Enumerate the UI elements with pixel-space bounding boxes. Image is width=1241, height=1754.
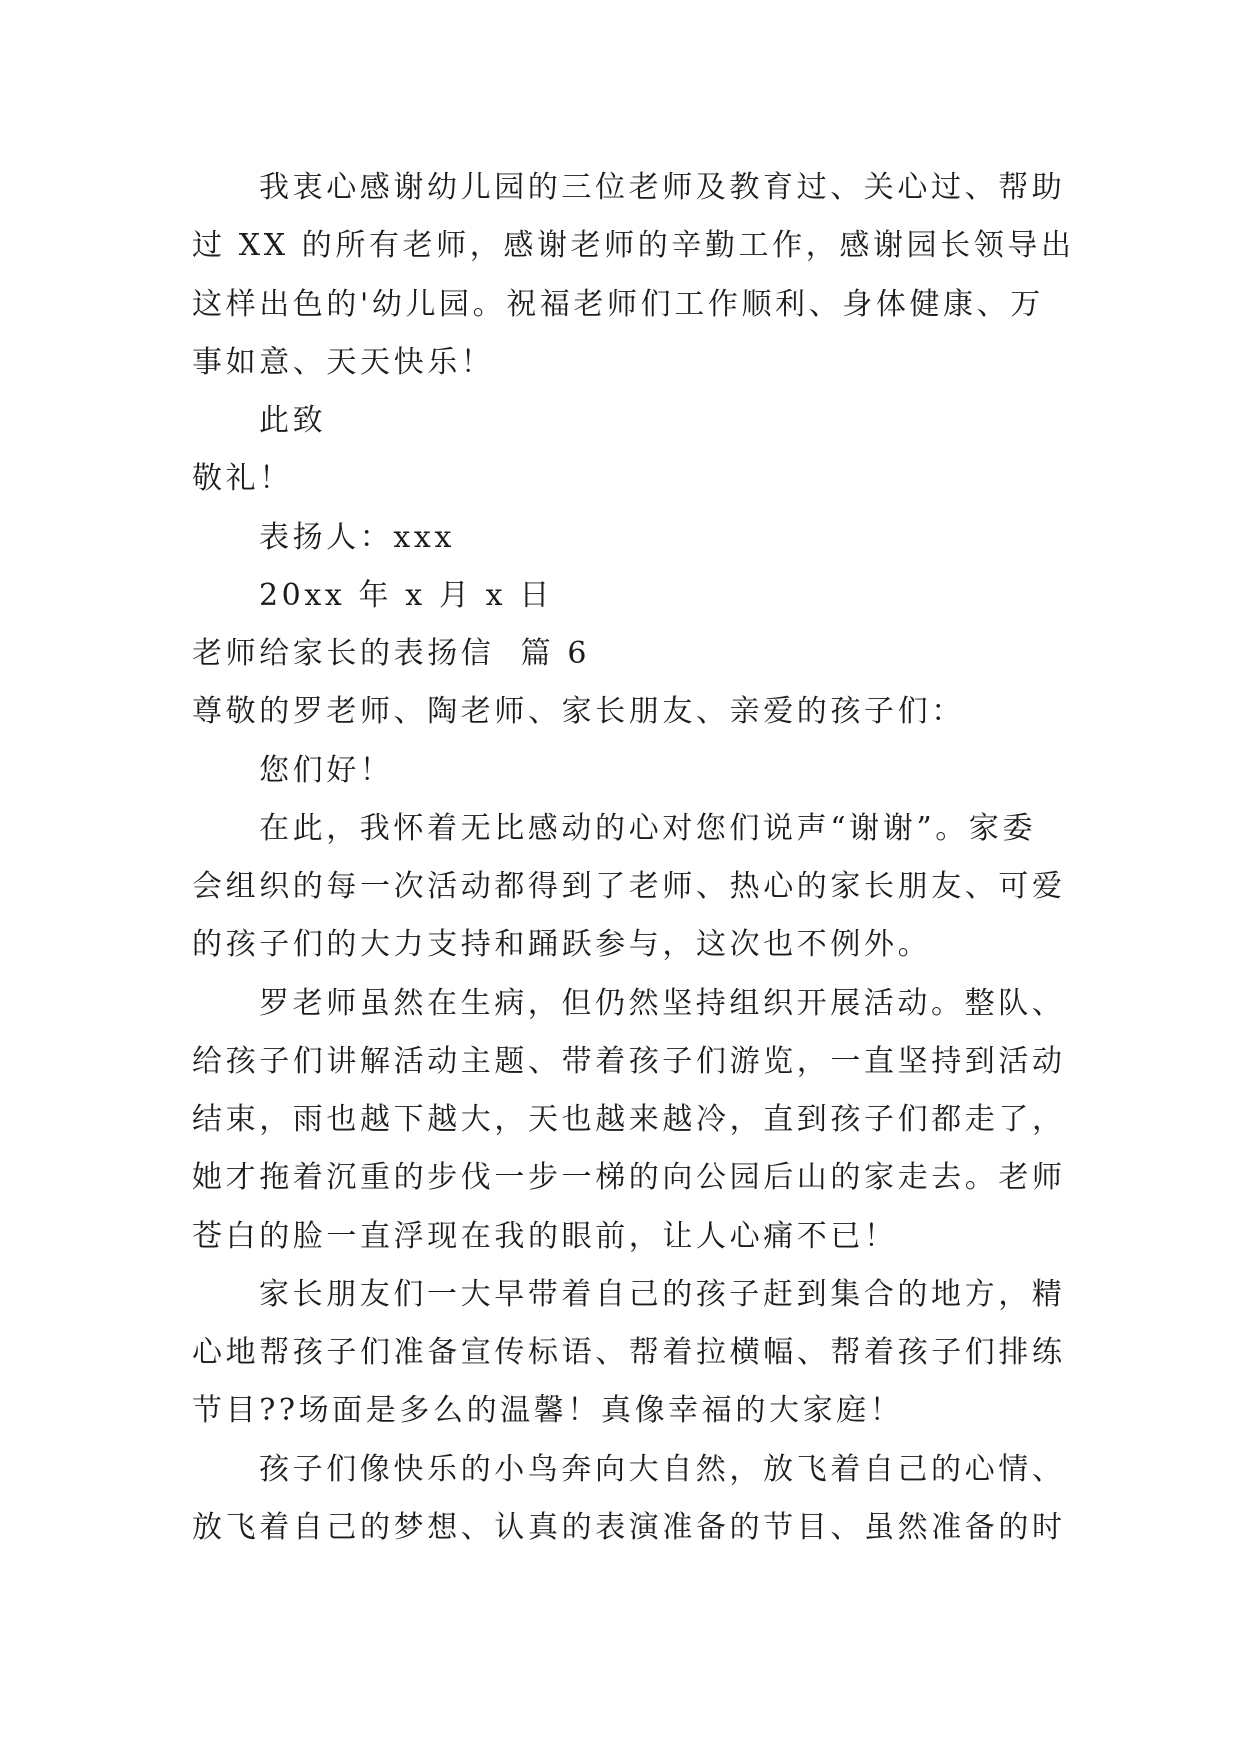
text-line: 事如意、天天快乐！ — [192, 344, 495, 380]
text-line: 过 XX 的所有老师，感谢老师的辛勤工作，感谢园长领导出 — [192, 228, 1075, 264]
text-line: 我衷心感谢幼儿园的三位老师及教育过、关心过、帮助 — [259, 170, 1066, 205]
previous-letter-paragraph — [192, 159, 1075, 392]
paragraph — [192, 1441, 1072, 1558]
text-line: 孩子们像快乐的小鸟奔向大自然，放飞着自己的心情、 — [259, 1451, 1066, 1487]
text-line: 心地帮孩子们准备宣传标语、帮着拉横幅、帮着孩子们排练 — [192, 1335, 1066, 1370]
signature: 表扬人：xxx — [259, 519, 455, 555]
text-line: 她才拖着沉重的步伐一步一梯的向公园后山的家走去。老师 — [192, 1160, 1066, 1196]
text-line: 节目??场面是多么的温馨！真像幸福的大家庭！ — [192, 1393, 904, 1429]
text-line: 会组织的每一次活动都得到了老师、热心的家长朋友、可爱 — [192, 869, 1066, 904]
text-line: 结束，雨也越下越大，天也越来越冷，直到孩子们都走了， — [192, 1102, 1066, 1137]
text-line: 的孩子们的大力支持和踊跃参与，这次也不例外。 — [192, 927, 932, 963]
letter-recipient: 尊敬的罗老师、陶老师、家长朋友、亲爱的孩子们： — [192, 694, 965, 730]
section-title: 老师给家长的表扬信 篇 6 — [192, 636, 591, 671]
text-line: 在此，我怀着无比感动的心对您们说声“谢谢”。家委 — [259, 810, 1037, 846]
text-line: 苍白的脸一直浮现在我的眼前，让人心痛不已！ — [192, 1218, 898, 1254]
letter-greeting: 您们好！ — [259, 752, 394, 788]
paragraph — [192, 1266, 1072, 1441]
text-line: 罗老师虽然在生病，但仍然坚持组织开展活动。整队、 — [259, 985, 1066, 1021]
text-line: 家长朋友们一大早带着自己的孩子赶到集合的地方，精 — [259, 1276, 1066, 1312]
text-line: 给孩子们讲解活动主题、带着孩子们游览，一直坚持到活动 — [192, 1043, 1066, 1079]
letter-date: 20xx 年 x 月 x 日 — [259, 577, 553, 613]
text-line: 这样出色的'幼儿园。祝福老师们工作顺利、身体健康、万 — [192, 286, 1044, 322]
paragraph — [192, 800, 1072, 975]
paragraph — [192, 975, 1072, 1266]
document-body — [192, 159, 1075, 1557]
closing-phrase: 此致 — [259, 403, 327, 438]
text-line: 放飞着自己的梦想、认真的表演准备的节目、虽然准备的时 — [192, 1509, 1066, 1545]
closing-salute: 敬礼！ — [192, 461, 293, 497]
